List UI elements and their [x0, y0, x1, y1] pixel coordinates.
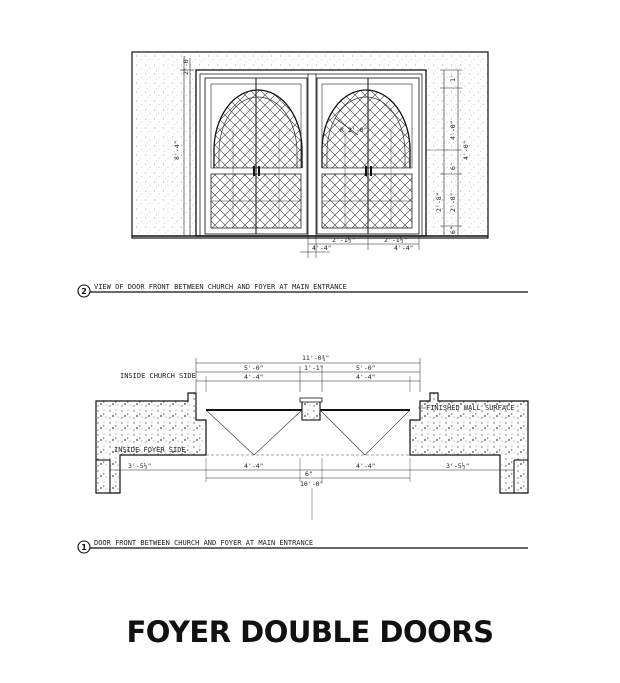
right-dim-c: 6' — [449, 162, 457, 170]
plan-side-dim-right: 3'-5½" — [446, 462, 470, 470]
right-dim-a: 4'-0" — [449, 120, 457, 140]
plan-top-dim-5: 4'-4" — [356, 373, 376, 381]
plan-side-dim-left: 3'-5½" — [128, 462, 152, 470]
elevation-caption — [78, 283, 528, 297]
arch-radius-dim: R 2'-0" — [340, 126, 368, 134]
bottom-dim-2: 2'-1½" — [384, 236, 408, 244]
plan-view — [96, 354, 528, 520]
elevation-view — [132, 52, 488, 258]
plan-center-post — [302, 400, 320, 420]
plan-bottom-dim-center: 6" — [305, 470, 313, 478]
plan-number: 1 — [81, 543, 87, 552]
plan-left-wall — [96, 393, 206, 493]
center-mullion — [308, 74, 316, 236]
right-dim-f: 6" — [449, 226, 457, 234]
right-dim-top: 1' — [449, 74, 457, 82]
elevation-bottom-dims — [300, 236, 419, 258]
right-dim-e: 2'-8" — [449, 192, 457, 212]
plan-top-dim-4: 4'-4" — [244, 373, 264, 381]
bottom-dim-4: 4'-4" — [394, 244, 414, 252]
right-dim-b: 4'-0" — [462, 140, 470, 160]
church-side-label: INSIDE CHURCH SIDE — [120, 372, 196, 380]
bottom-dim-3: 4'-4" — [312, 244, 332, 252]
page-title: FOYER DOUBLE DOORS — [126, 615, 494, 649]
overall-height-dim: 8'-4" — [173, 140, 181, 160]
plan-bottom-dim-2: 4'-4" — [356, 462, 376, 470]
plan-top-dim-1: 5'-0" — [244, 364, 264, 372]
plan-bottom-dim-1: 4'-4" — [244, 462, 264, 470]
plan-bottom-total: 10'-0" — [300, 480, 324, 488]
plan-right-wall — [410, 393, 528, 493]
left-dim-a: 2'-0" — [182, 55, 190, 75]
elevation-caption-text: VIEW OF DOOR FRONT BETWEEN CHURCH AND FOYER AT MAIN ENTRANCE — [94, 283, 347, 291]
elevation-number: 2 — [81, 287, 87, 296]
right-dim-d: 2'-8" — [435, 192, 443, 212]
plan-caption — [78, 539, 528, 553]
bottom-dim-1: 2'-1½" — [332, 236, 356, 244]
plan-caption-text: DOOR FRONT BETWEEN CHURCH AND FOYER AT MAIN ENTRANCE — [94, 539, 314, 547]
plan-top-dim-3: 5'-0" — [356, 364, 376, 372]
plan-overall-dim: 11'-0¾" — [302, 354, 330, 362]
plan-top-dim-2: 1'-1" — [304, 364, 324, 372]
